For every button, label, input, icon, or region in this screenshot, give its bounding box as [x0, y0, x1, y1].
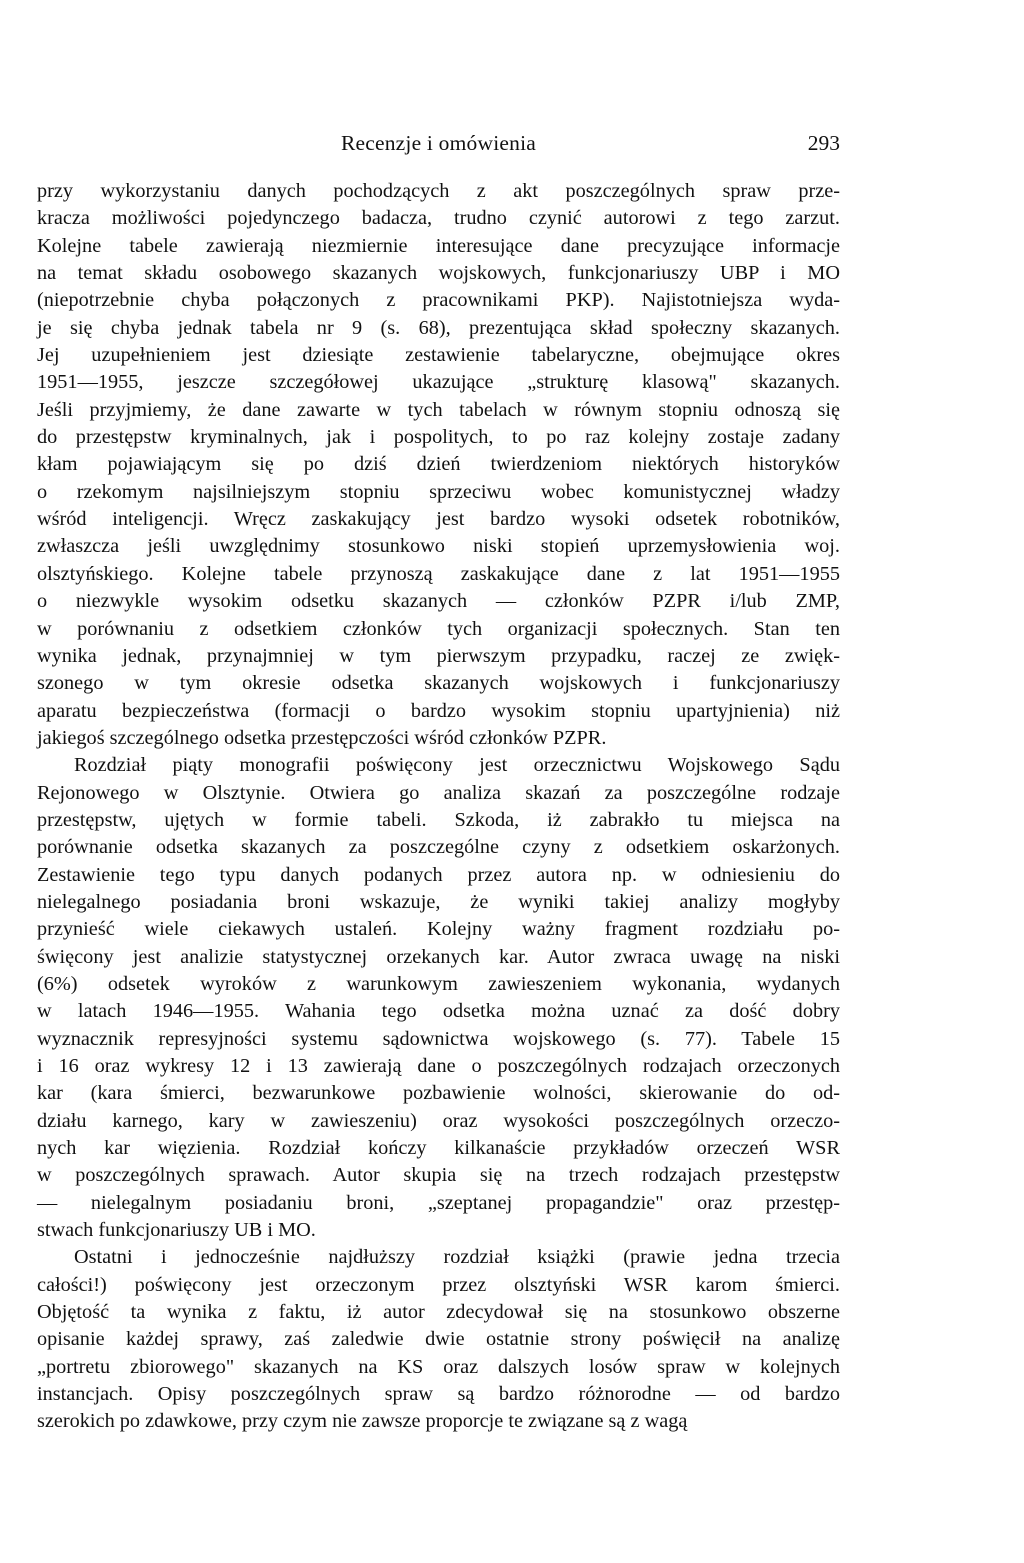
text-line: 1951—1955, jeszcze szczegółowej ukazujące „strukturę klasową" skazanych.	[37, 371, 840, 394]
text-line: przynieść wiele ciekawych ustaleń. Kolejny ważny fragment rozdziału po-	[37, 918, 840, 941]
text-line: na temat składu osobowego skazanych wojskowych, funkcjonariuszy UBP i MO	[37, 262, 840, 285]
text-line: o rzekomym najsilniejszym stopniu sprzeciwu wobec komunistycznej władzy	[37, 480, 840, 503]
text-line: i 16 oraz wykresy 12 i 13 zawierają dane o poszczególnych rodzajach orzeczonych	[37, 1055, 840, 1077]
text-line: całości!) poświęcony jest orzeczonym przez olsztyński WSR karom śmierci.	[37, 1273, 840, 1296]
text-line: Jeśli przyjmiemy, że dane zawarte w tych tabelach w równym stopniu odnoszą się	[37, 398, 840, 421]
running-title: Recenzje i omówienia	[340, 131, 537, 155]
text-line: Rozdział piąty monografii poświęcony jest orzecznictwu Wojskowego Sądu	[74, 754, 840, 777]
text-line: w porównaniu z odsetkiem członków tych organizacji społecznych. Stan ten	[37, 617, 840, 640]
text-line: działu karnego, kary w zawieszeniu) oraz wysokości poszczególnych orzeczo-	[37, 1109, 840, 1132]
body-text	[37, 178, 840, 1436]
paragraph	[37, 752, 840, 1244]
text-line: do przestępstw kryminalnych, jak i pospolitych, to po raz kolejny zostaje zadany	[37, 426, 840, 449]
running-head	[37, 128, 840, 158]
text-line: je się chyba jednak tabela nr 9 (s. 68), prezentująca skład społeczny skazanych.	[37, 316, 840, 339]
paragraph	[37, 1244, 840, 1435]
text-line: aparatu bezpieczeństwa (formacji o bardzo wysokim stopniu upartyjnienia) niż	[37, 699, 840, 722]
text-line: w poszczególnych sprawach. Autor skupia się na trzech rodzajach przestępstw	[37, 1164, 840, 1187]
paragraph	[37, 178, 840, 752]
text-line: Rejonowego w Olsztynie. Otwiera go analiza skazań za poszczególne rodzaje	[37, 781, 840, 804]
text-line: kłam pojawiającym się po dziś dzień twierdzeniom niektórych historyków	[37, 453, 840, 476]
text-line: kracza możliwości pojedynczego badacza, trudno czynić autorowi z tego zarzut.	[37, 207, 840, 230]
text-line: jakiegoś szczególnego odsetka przestępczości wśród członków PZPR.	[37, 726, 607, 749]
text-line: porównanie odsetka skazanych za poszczególne czyny z odsetkiem oskarżonych.	[37, 836, 840, 859]
text-line: nych kar więzienia. Rozdział kończy kilkanaście przykładów orzeczeń WSR	[37, 1137, 840, 1160]
text-line: olsztyńskiego. Kolejne tabele przynoszą zaskakujące dane z lat 1951—1955	[37, 562, 840, 585]
text-line: (niepotrzebnie chyba połączonych z pracownikami PKP). Najistotniejsza wyda-	[37, 289, 840, 312]
text-line: o niezwykle wysokim odsetku skazanych — członków PZPR i/lub ZMP,	[37, 590, 840, 613]
text-line: (6%) odsetek wyroków z warunkowym zawieszeniem wykonania, wydanych	[37, 972, 840, 995]
text-line: Zestawienie tego typu danych podanych przez autora np. w odniesieniu do	[37, 863, 840, 886]
text-line: wyznacznik represyjności systemu sądownictwa wojskowego (s. 77). Tabele 15	[37, 1027, 840, 1050]
text-line: szerokich po zdawkowe, przy czym nie zawsze proporcje te związane są z wagą	[37, 1410, 688, 1433]
text-line: Ostatni i jednocześnie najdłuższy rozdział książki (prawie jedna trzecia	[74, 1246, 840, 1269]
text-line: „portretu zbiorowego" skazanych na KS oraz dalszych losów spraw w kolejnych	[37, 1355, 840, 1378]
text-line: Jej uzupełnieniem jest dziesiąte zestawienie tabelaryczne, obejmujące okres	[37, 344, 840, 367]
text-line: zwłaszcza jeśli uwzględnimy stosunkowo niski stopień uprzemysłowienia woj.	[37, 535, 840, 558]
text-line: wynika jednak, przynajmniej w tym pierwszym przypadku, raczej ze zwięk-	[37, 644, 840, 667]
text-line: stwach funkcjonariuszy UB i MO.	[37, 1219, 316, 1242]
text-line: wśród inteligencji. Wręcz zaskakujący jest bardzo wysoki odsetek robotników,	[37, 508, 840, 531]
text-line: instancjach. Opisy poszczególnych spraw są bardzo różnorodne — od bardzo	[37, 1383, 840, 1406]
text-line: — nielegalnym posiadaniu broni, „szeptanej propagandzie" oraz przestęp-	[37, 1191, 840, 1214]
text-line: nielegalnego posiadania broni wskazuje, że wyniki takiej analizy mogłyby	[37, 890, 840, 913]
page-number: 293	[807, 131, 840, 155]
text-line: opisanie każdej sprawy, zaś zaledwie dwie ostatnie strony poświęcił na analizę	[37, 1328, 840, 1351]
text-line: Objętość ta wynika z faktu, iż autor zdecydował się na stosunkowo obszerne	[37, 1301, 840, 1324]
text-line: przy wykorzystaniu danych pochodzących z akt poszczególnych spraw prze-	[37, 180, 840, 202]
page	[37, 0, 840, 1563]
text-line: w latach 1946—1955. Wahania tego odsetka można uznać za dość dobry	[37, 1000, 840, 1023]
text-line: kar (kara śmierci, bezwarunkowe pozbawienie wolności, skierowanie do od-	[37, 1082, 840, 1105]
text-line: przestępstw, ujętych w formie tabeli. Szkoda, iż zabrakło tu miejsca na	[37, 808, 840, 831]
text-line: szonego w tym okresie odsetka skazanych wojskowych i funkcjonariuszy	[37, 672, 840, 695]
text-line: Kolejne tabele zawierają niezmiernie interesujące dane precyzujące informacje	[37, 234, 840, 257]
text-line: święcony jest analizie statystycznej orzekanych kar. Autor zwraca uwagę na niski	[37, 945, 840, 968]
